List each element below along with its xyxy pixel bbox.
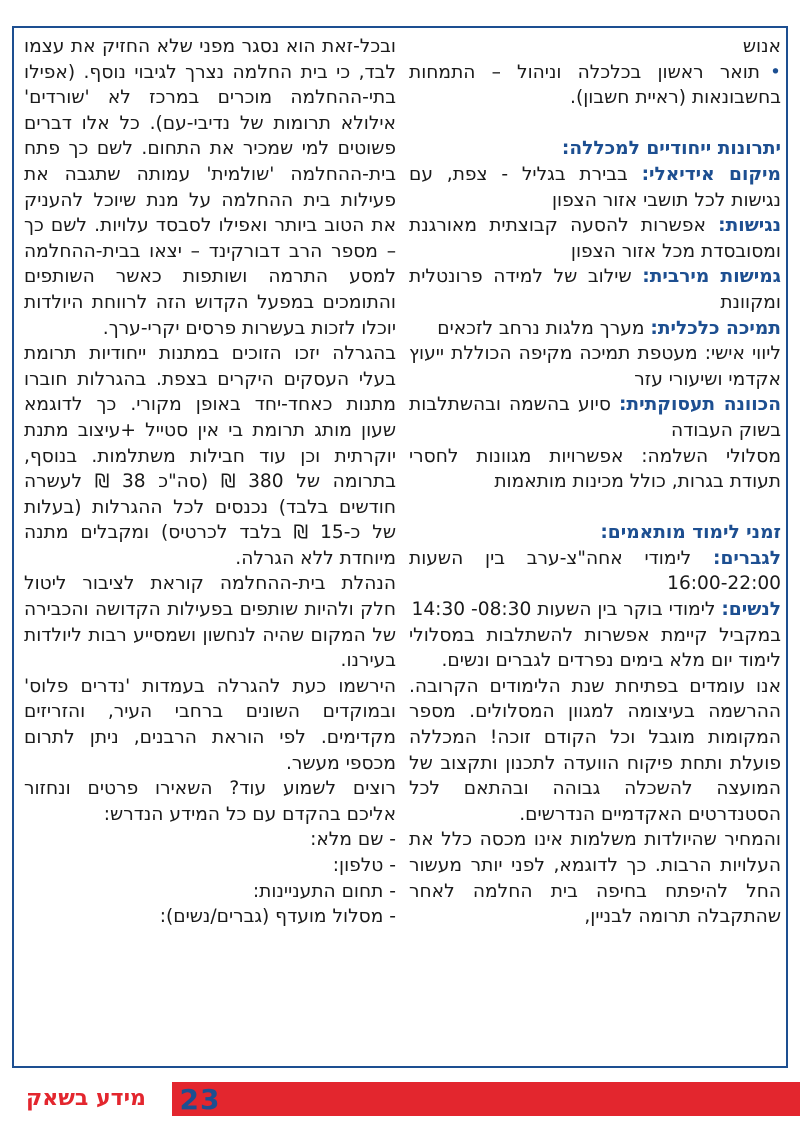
paragraph-text: שילוב של למידה פרונטלית ומקוונת [409, 266, 781, 313]
paragraph-text: הירשמו כעת להגרלה בעמדות 'נדרים פלוס' ובמוקדים השונים ברחבי העיר, והזריזים מקדימים. לפי הוראת הרבנים, ניתן לתרום מכספי מעשר. [24, 675, 396, 774]
paragraph-text: רוצים לשמוע עוד? השאירו פרטים ונחזור אליכם בהקדם עם כל המידע הנדרש: [24, 778, 396, 825]
paragraph-text: מערך מלגות נרחב לזכאים [437, 317, 645, 339]
left-column [24, 34, 396, 930]
paragraph [409, 213, 781, 264]
paragraph [409, 623, 781, 674]
paragraph-text: אנוש [742, 36, 781, 57]
paragraph [24, 776, 396, 827]
paragraph-text: אנו עומדים בפתיחת שנת הלימודים הקרובה. ההרשמה בעיצומה למגוון המסלולים. מספר המקומות מוגבל וכל הקודם זוכה! המכללה פועלת ותחת פיקוח הוועדה לתכנון ותקצוב של המועצה להשכלה גבוהה ובהתאם לכל הסטנדרטים האקדמיים הנדרשים. [409, 675, 781, 825]
paragraph [409, 316, 781, 342]
paragraph [409, 264, 781, 315]
paragraph-text: - מסלול מועדף (גברים/נשים): [159, 906, 396, 928]
paragraph [409, 674, 781, 828]
brand-logo: מידע בשאק [0, 1082, 172, 1116]
paragraph [24, 879, 396, 905]
paragraph [24, 827, 396, 853]
paragraph-spacer [409, 111, 781, 137]
paragraph-spacer [409, 495, 781, 521]
paragraph-text: בהגרלה יזכו הזוכים במתנות ייחודיות תרומת בעלי העסקים היקרים בצפת. בהגרלות חוברו מתנות כאחד-יחד באופן מקורי. כך לדוגמא שעון מותג תרומת בי אין סטייל +עיצוב מתנת יוקרתית וכן עוד חבילות משתלמות. בנוסף, בתרומה של 380 ₪ (סה"כ 38 ₪ לעשרה חודשים בלבד) נכנסים לכל ההגרלות (בעלות של כ-15 ₪ בלבד לכרטיס) ומקבלים מתנה מיוחדת ללא הגרלה. [24, 343, 396, 569]
paragraph [24, 674, 396, 776]
bullet-icon: • [770, 61, 781, 83]
inline-label: מיקום אידיאלי: [641, 163, 781, 185]
paragraph-text: בבירת בגליל - צפת, עם נגישות לכל תושבי אזור הצפון [409, 163, 781, 211]
paragraph-text: הנהלת בית-ההחלמה קוראת לציבור ליטול חלק ולהיות שותפים בפעילות הקדושה והכבירה של המקום שהיה לנחשון ושמסייע רבות ליולדות בעירנו. [24, 573, 396, 672]
paragraph-text: במקביל קיימת אפשרות להשתלבות במסלולי לימוד יום מלא בימים נפרדים לגברים ונשים. [409, 624, 781, 672]
paragraph-text: - שם מלא: [310, 829, 396, 851]
paragraph-text: ובכל-זאת הוא נסגר מפני שלא החזיק את עצמו לבד, כי בית החלמה נצרך לגיבוי נוסף. (אפילו בתי-ההחלמה מוכרים במרכז לא 'שורדים' אילולא תרומות של נדיבי-עם). כל אלו דברים פשוטים למי שמכיר את התחום. לשם כך פתח בית-ההחלמה 'שולמית' עמותה שתגבה את פעילות בית ההחלמה על מנת שיוכל להעניק את הטוב ביותר ואפילו לסבסד עלויות. לשם כך – מספר הרב דבורקינד – יצאו בבית-ההחלמה למסע התרמה ושותפות כאשר השותפים והתומכים במפעל הקדוש הזה לרווחת היולדות יוכלו לזכות בעשרות פרסים יקרי-ערך. [24, 36, 396, 339]
paragraph-text: - תחום התעניינות: [252, 880, 396, 902]
page-number: 23 [179, 1083, 221, 1116]
paragraph-text: והמחיר שהיולדות משלמות אינו מכסה כלל את העלויות הרבות. כך לדוגמא, לפני יותר מעשור החל להיפתח בחיפה בית החלמה לאחר שהתקבלה תרומה לבניין, [409, 829, 781, 928]
paragraph-text: סיוע בהשמה ובהשתלבות בשוק העבודה [409, 394, 781, 441]
paragraph-text: לימודי בוקר בין השעות 08:30- 14:30 [411, 599, 716, 621]
paragraph [409, 597, 781, 623]
inline-label: לנשים: [721, 599, 781, 621]
paragraph [409, 546, 781, 597]
paragraph-text: לימודי אחה"צ-ערב בין השעות 16:00-22:00 [409, 547, 781, 595]
paragraph-text: - טלפון: [332, 855, 396, 876]
inline-label: הכוונה תעסוקתית: [618, 394, 781, 416]
paragraph [24, 571, 396, 673]
inline-label: תמיכה כלכלית: [650, 317, 781, 339]
paragraph-text: מסלולי השלמה: אפשרויות מגוונות לחסרי תעודת בגרות, כולל מכינות מותאמות [409, 445, 781, 493]
paragraph [24, 34, 396, 341]
paragraph-text: אפשרות להסעה קבוצתית מאורגנת ומסובסדת מכל אזור הצפון [409, 215, 781, 262]
paragraph [24, 853, 396, 879]
inline-label: לגברים: [713, 547, 781, 569]
paragraph [409, 827, 781, 929]
paragraph-text: ליווי אישי: מעטפת תמיכה מקיפה הכוללת ייעוץ אקדמי ושיעורי עזר [409, 343, 781, 390]
paragraph [24, 904, 396, 930]
section-heading: יתרונות ייחודיים למכללה: [561, 138, 781, 160]
inline-label: גמישות מירבית: [642, 266, 781, 288]
paragraph-text: תואר ראשון בכלכלה וניהול – התמחות בחשבונאות (ראיית חשבון). [409, 61, 781, 109]
inline-label: נגישות: [718, 215, 781, 237]
paragraph [409, 34, 781, 60]
paragraph [24, 341, 396, 571]
paragraph [409, 341, 781, 392]
paragraph [409, 60, 781, 111]
paragraph [409, 162, 781, 213]
section-heading: זמני לימוד מותאמים: [600, 522, 781, 544]
paragraph [409, 392, 781, 443]
paragraph [409, 444, 781, 495]
right-column [409, 34, 781, 930]
